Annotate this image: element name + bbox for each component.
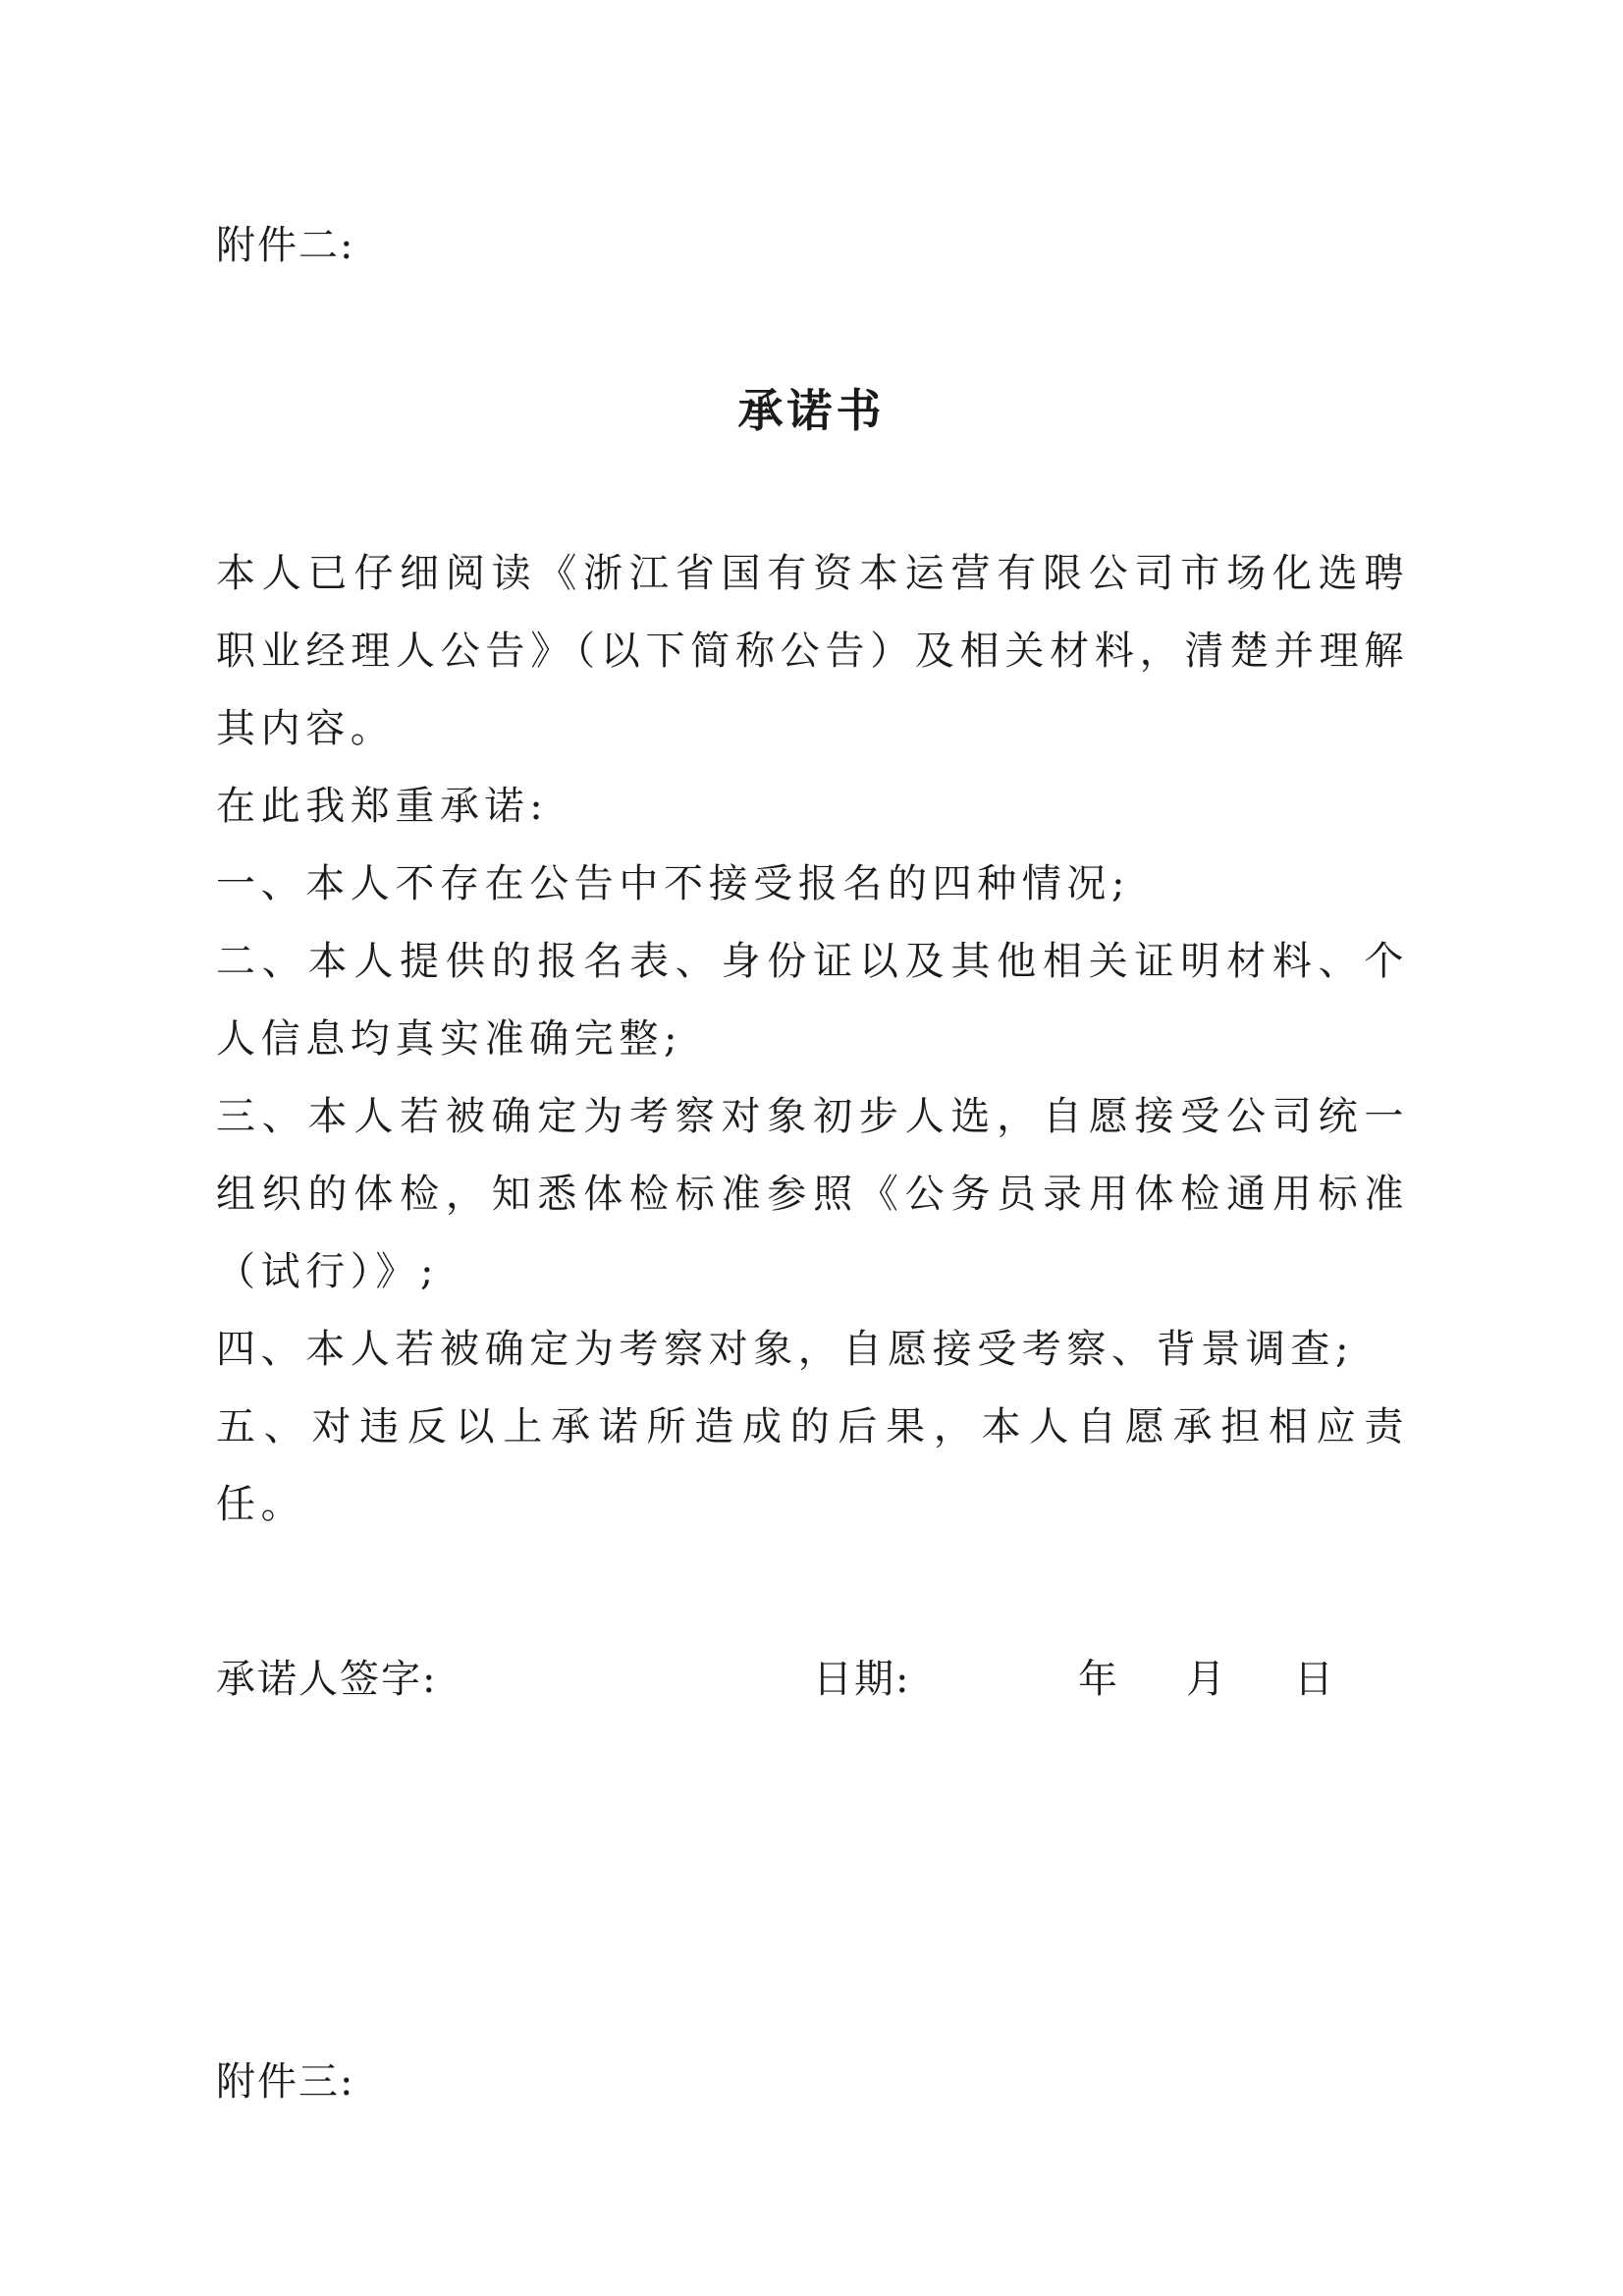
intro-paragraph: 本人已仔细阅读《浙江省国有资本运营有限公司市场化选聘职业经理人公告》（以下简称公告）及相关材料，清楚并理解其内容。: [216, 551, 1409, 751]
date-label: 日期:: [813, 1657, 911, 1702]
month-label: 月: [1186, 1657, 1227, 1702]
pledge-item-3: 三、本人若被确定为考察对象初步人选，自愿接受公司统一组织的体检，知悉体检标准参照《公务员录用体检通用标准（试行）》;: [216, 1094, 1409, 1294]
pledge-heading: 在此我郑重承诺:: [216, 784, 549, 829]
pledge-item-1: 一、本人不存在公告中不接受报名的四种情况;: [216, 861, 1131, 906]
commitment-body: [216, 535, 1409, 1544]
pledge-item-2: 二、本人提供的报名表、身份证以及其他相关证明材料、个人信息均真实准确完整;: [216, 939, 1409, 1062]
day-label: 日: [1294, 1657, 1335, 1702]
document-title: 承诺书: [737, 384, 886, 437]
pledge-item-4: 四、本人若被确定为考察对象，自愿接受考察、背景调查;: [216, 1327, 1355, 1372]
year-label: 年: [1078, 1657, 1119, 1702]
attachment-label-three: 附件三:: [216, 2059, 355, 2105]
signer-label: 承诺人签字:: [216, 1657, 438, 1702]
attachment-label-two: 附件二:: [216, 223, 355, 268]
signature-row: [0, 1657, 1623, 1719]
pledge-item-5: 五、对违反以上承诺所造成的后果，本人自愿承担相应责任。: [216, 1404, 1409, 1527]
